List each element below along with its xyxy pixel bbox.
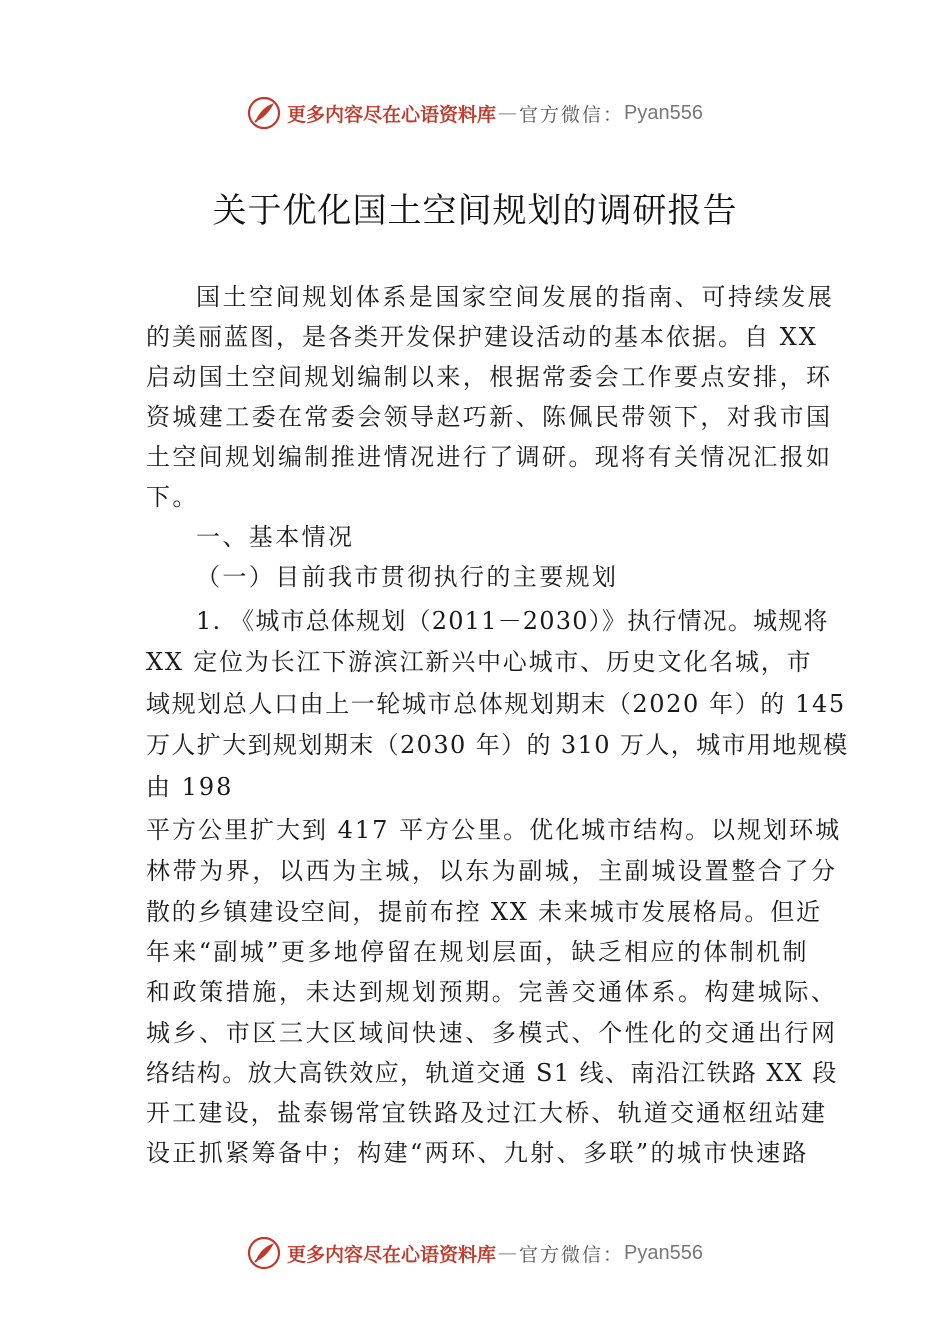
footer-banner bbox=[0, 1233, 950, 1273]
header-banner bbox=[0, 93, 950, 133]
body-line: 络结构。放大高铁效应，轨道交通 S1 线、南沿江铁路 XX 段 bbox=[146, 1059, 838, 1087]
body-line: 由 198 bbox=[146, 773, 234, 801]
body-line: 平方公里扩大到 417 平方公里。优化城市结构。以规划环城 bbox=[146, 816, 842, 844]
body-line: 林带为界，以西为主城，以东为副城，主副城设置整合了分 bbox=[146, 857, 838, 885]
banner-wechat-id: Pyan556 bbox=[624, 1241, 703, 1264]
body-line: 的美丽蓝图，是各类开发保护建设活动的基本依据。自 XX bbox=[146, 323, 818, 351]
banner-separator: — bbox=[498, 1242, 518, 1264]
body-line: 土空间规划编制推进情况进行了调研。现将有关情况汇报如 bbox=[146, 443, 833, 471]
body-line: 启动国土空间规划编制以来，根据常委会工作要点安排，环 bbox=[146, 363, 833, 391]
quill-logo-icon bbox=[247, 96, 281, 130]
body-line: 国土空间规划体系是国家空间发展的指南、可持续发展 bbox=[196, 283, 835, 311]
body-line: 开工建设，盐泰锡常宜铁路及过江大桥、轨道交通枢纽站建 bbox=[146, 1099, 828, 1127]
body-line: 下。 bbox=[146, 483, 199, 511]
body-line: 年来“副城”更多地停留在规划层面，缺乏相应的体制机制 bbox=[146, 938, 809, 966]
banner-separator: — bbox=[498, 102, 518, 124]
body-line: 散的乡镇建设空间，提前布控 XX 未来城市发展格局。但近 bbox=[146, 898, 822, 926]
section-heading: 一、基本情况 bbox=[196, 523, 355, 551]
body-line: 万人扩大到规划期末（2030 年）的 310 万人，城市用地规模 bbox=[146, 731, 849, 759]
banner-wechat-id: Pyan556 bbox=[624, 101, 703, 124]
banner-wechat-label: 官方微信： bbox=[519, 1243, 625, 1266]
banner-brand: 更多内容尽在心语资料库 bbox=[287, 1243, 497, 1266]
subsection-heading: （一）目前我市贯彻执行的主要规划 bbox=[196, 563, 619, 591]
body-line: 资城建工委在常委会领导赵巧新、陈佩民带领下，对我市国 bbox=[146, 403, 833, 431]
quill-logo-icon bbox=[247, 1236, 281, 1270]
document-title: 关于优化国土空间规划的调研报告 bbox=[212, 191, 738, 231]
banner-brand: 更多内容尽在心语资料库 bbox=[287, 103, 497, 126]
body-line: 1. 《城市总体规划（2011－2030）》执行情况。城规将 bbox=[196, 607, 829, 635]
body-line: XX 定位为长江下游滨江新兴中心城市、历史文化名城，市 bbox=[146, 648, 813, 676]
banner-wechat-label: 官方微信： bbox=[519, 103, 625, 126]
body-line: 设正抓紧筹备中；构建“两环、九射、多联”的城市快速路 bbox=[146, 1139, 809, 1167]
body-line: 城乡、市区三大区域间快速、多模式、个性化的交通出行网 bbox=[146, 1019, 838, 1047]
body-line: 和政策措施，未达到规划预期。完善交通体系。构建城际、 bbox=[146, 978, 838, 1006]
body-line: 域规划总人口由上一轮城市总体规划期末（2020 年）的 145 bbox=[146, 690, 846, 718]
